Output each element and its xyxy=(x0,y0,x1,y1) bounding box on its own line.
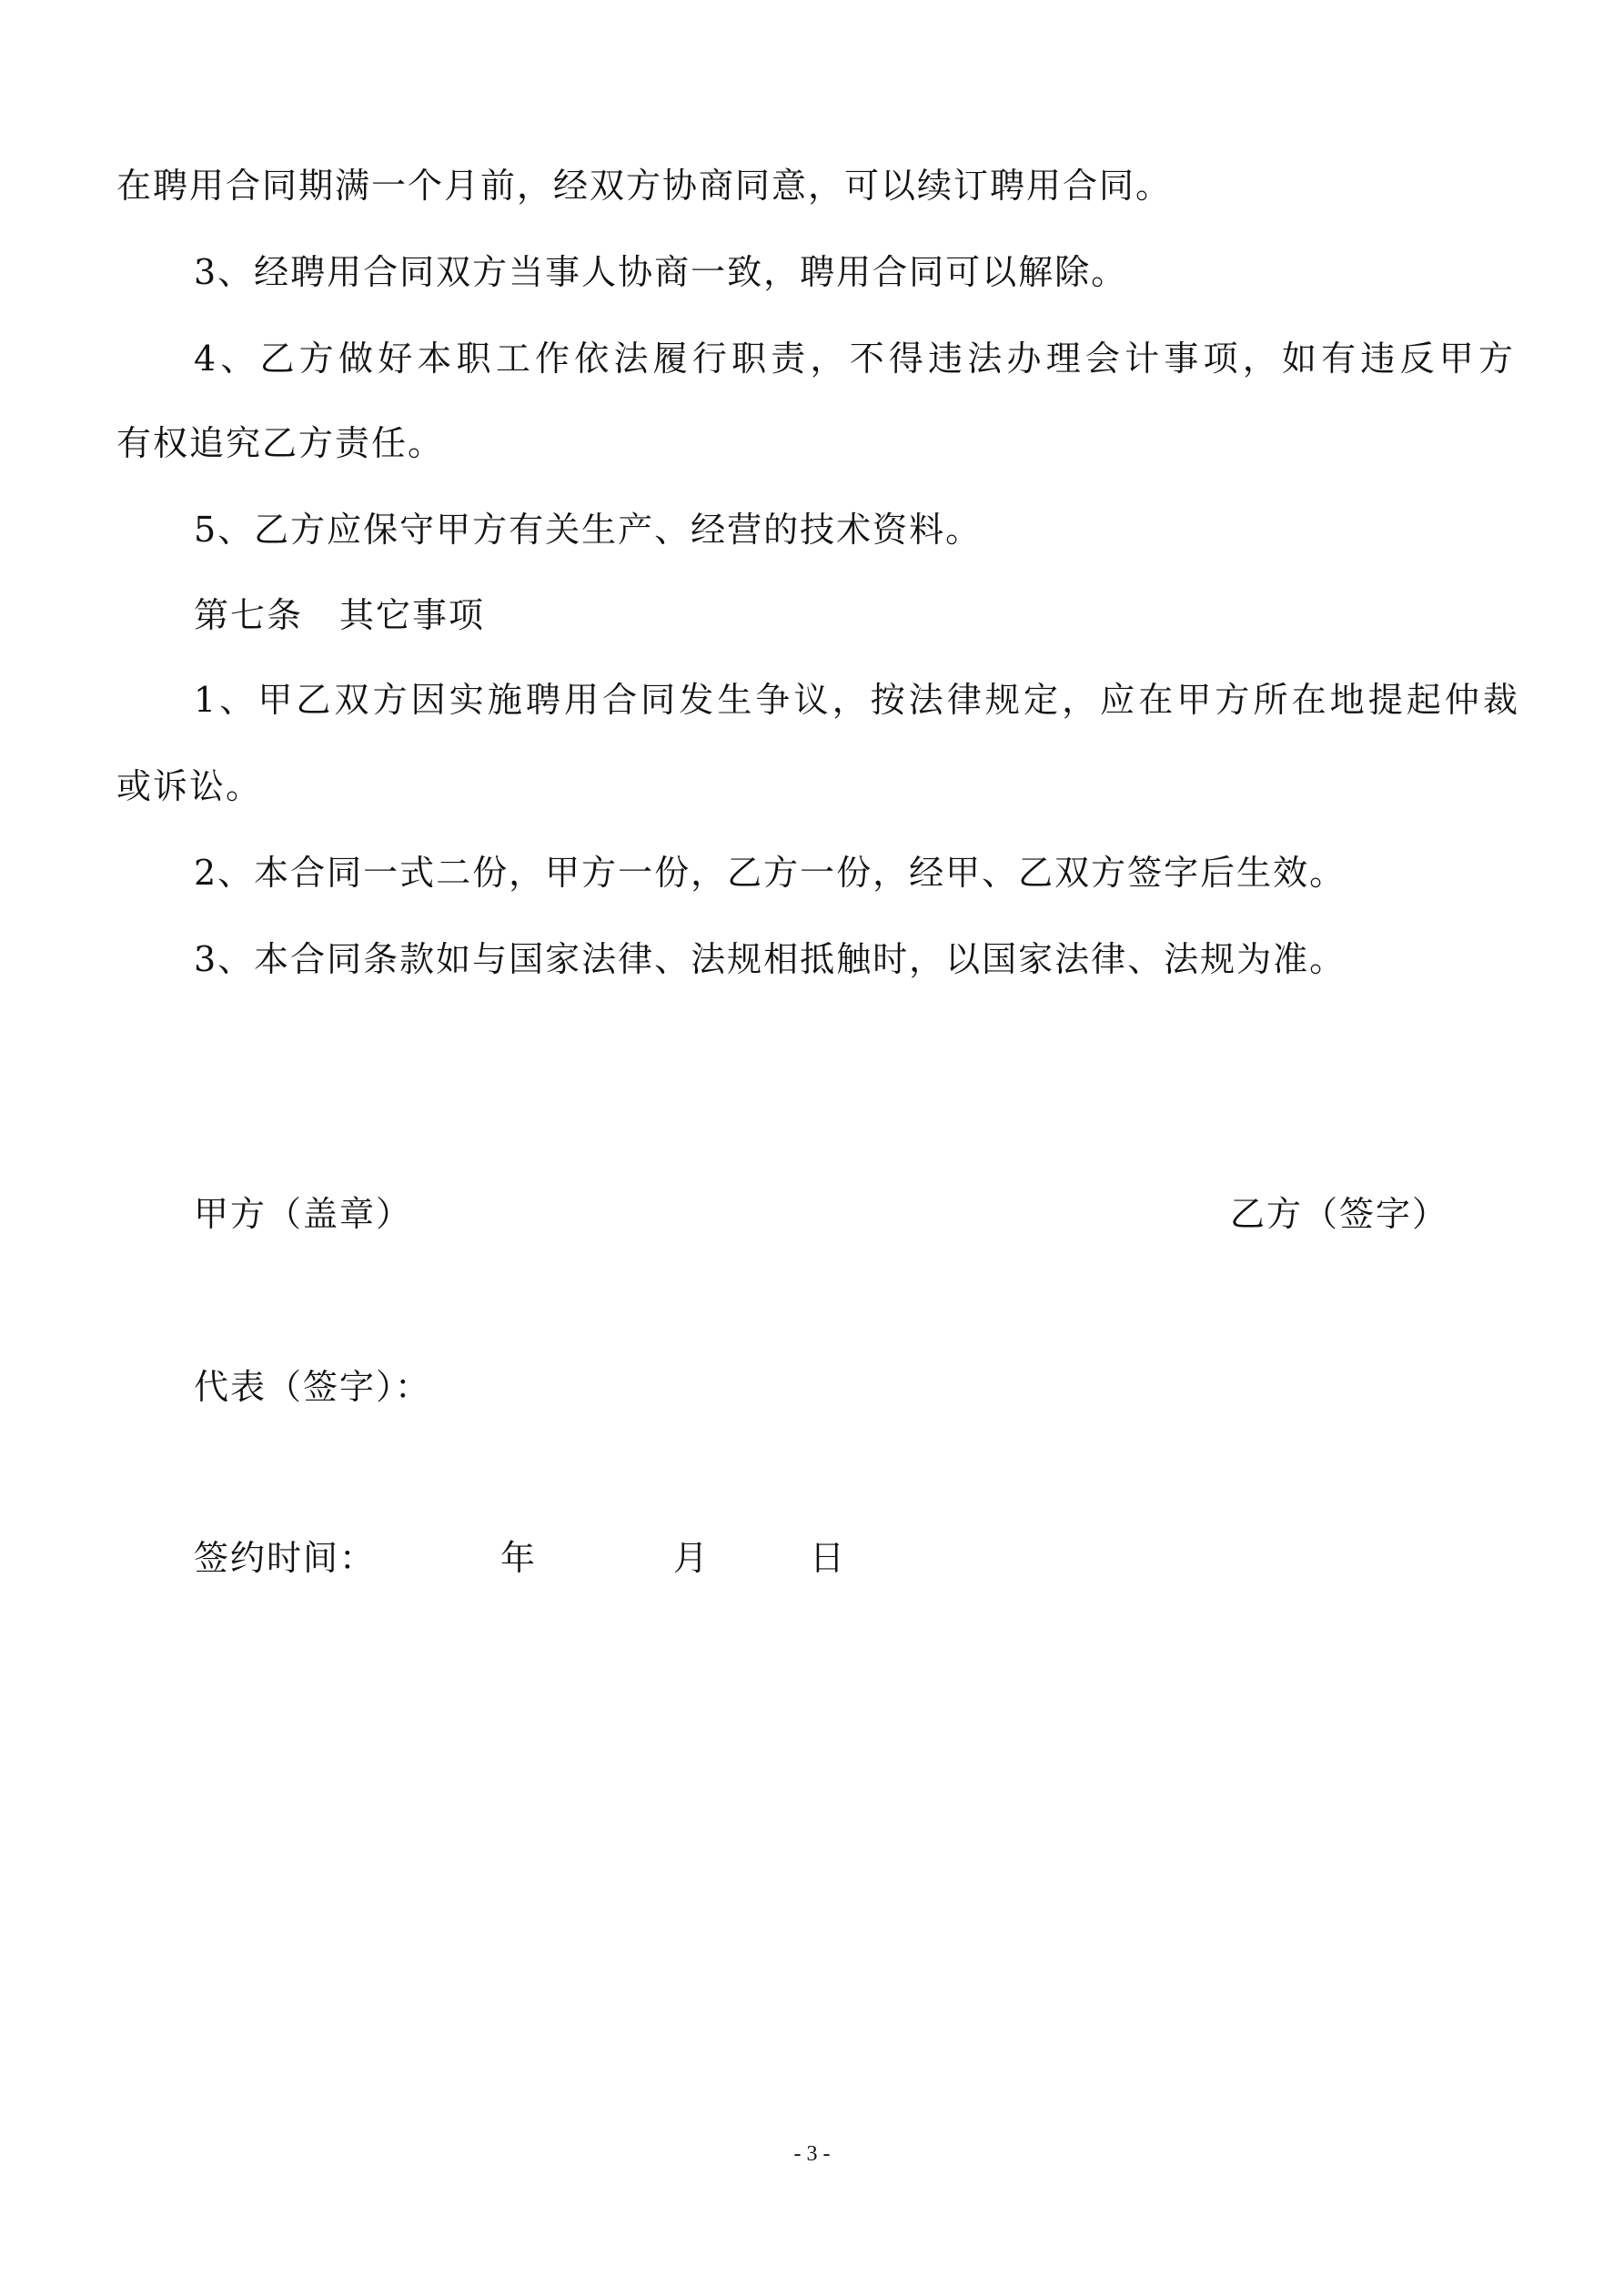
paragraph-line: 在聘用合同期满一个月前，经双方协商同意，可以续订聘用合同。 xyxy=(116,166,1173,206)
paragraph-line: 2、本合同一式二份，甲方一份，乙方一份，经甲、乙双方签字后生效。 xyxy=(194,853,1347,893)
paragraph-line: 3、经聘用合同双方当事人协商一致，聘用合同可以解除。 xyxy=(194,252,1128,292)
party-a-seal-label: 甲方（盖章） xyxy=(194,1194,413,1234)
page-number: - 3 - xyxy=(793,2142,831,2166)
section-heading: 第七条 其它事项 xyxy=(194,595,486,635)
date-day-label: 日 xyxy=(810,1538,847,1578)
date-year-label: 年 xyxy=(500,1538,538,1578)
signing-date-label: 签约时间： xyxy=(194,1538,377,1578)
paragraph-line: 3、本合同条款如与国家法律、法规相抵触时，以国家法律、法规为准。 xyxy=(194,939,1347,979)
paragraph-line: 或诉讼。 xyxy=(116,766,263,806)
party-b-signature-label: 乙方（签字） xyxy=(1230,1194,1449,1234)
paragraph-line: 4、乙方做好本职工作依法履行职责，不得违法办理会计事项，如有违反甲方 xyxy=(194,339,1513,379)
paragraph-line: 有权追究乙方责任。 xyxy=(116,423,445,463)
representative-signature-label: 代表（签字）： xyxy=(194,1367,432,1407)
paragraph-line: 1、甲乙双方因实施聘用合同发生争议，按法律规定，应在甲方所在地提起仲裁 xyxy=(194,680,1518,720)
date-month-label: 月 xyxy=(673,1538,711,1578)
paragraph-line: 5、乙方应保守甲方有关生产、经营的技术资料。 xyxy=(194,510,983,550)
